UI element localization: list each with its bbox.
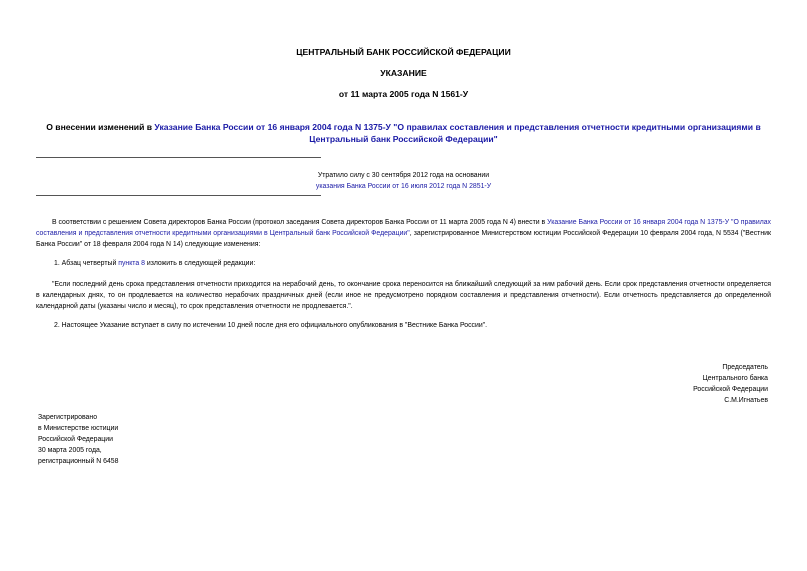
signature-block bbox=[570, 362, 768, 406]
divider-top bbox=[36, 157, 321, 158]
bank-name: ЦЕНТРАЛЬНЫЙ БАНК РОССИЙСКОЙ ФЕДЕРАЦИИ bbox=[296, 47, 511, 57]
quoted-amendment: "Если последний день срока представления отчетности приходится на нерабочий день, то окончание срока переносится на ближайший следующий за ним рабочий день. Если срок представления отчетности определяется в календарных днях, то он продлевается на количество нерабочих праздничных дней (если иное не предусмотрено порядком составления и представления отчетности). Если отчетность представляется до определенной календарной даты (указаны число и месяц), то срок представления отчетности не продлевается.". bbox=[36, 281, 771, 310]
divider-bottom bbox=[36, 195, 321, 196]
registration-block bbox=[38, 412, 288, 467]
registration-line: регистрационный N 6458 bbox=[38, 458, 119, 465]
document-type: УКАЗАНИЕ bbox=[380, 68, 427, 78]
title-prefix: О внесении изменений в bbox=[46, 122, 155, 132]
registration-line: в Министерстве юстиции bbox=[38, 425, 119, 432]
registration-line: Зарегистрировано bbox=[38, 414, 98, 421]
registration-line: Российской Федерации bbox=[38, 436, 113, 443]
item-1-suffix: изложить в следующей редакции: bbox=[144, 260, 256, 267]
signature-line: Центрального банка bbox=[702, 375, 768, 382]
signature-line: Председатель bbox=[722, 364, 768, 371]
intro-prefix: В соответствии с решением Совета директоров Банка России (протокол заседания Совета директоров Банка России от 11 марта 2005 года N 4) внести в bbox=[52, 219, 548, 226]
title-amended-act-link[interactable]: Указание Банка России от 16 января 2004 года N 1375-У "О правилах составления и представления отчетности кредитными организациями в Центральный банк Российской Федерации" bbox=[154, 122, 761, 144]
item-1-prefix: 1. Абзац четвертый bbox=[54, 260, 119, 267]
intro-suffix: , зарегистрированное Министерством юстиции Российской Федерации 10 февраля 2004 года, N 5534 ("Вестник Банка России" от 18 февраля 2004 года N 14) следующие изменения: bbox=[36, 230, 771, 248]
document-title bbox=[36, 121, 771, 145]
signature-line: Российской Федерации bbox=[693, 386, 768, 393]
status-line: Утратило силу с 30 сентября 2012 года на основании bbox=[317, 172, 490, 179]
document-date-number: от 11 марта 2005 года N 1561-У bbox=[338, 89, 469, 99]
intro-paragraph bbox=[36, 217, 771, 250]
intro-amended-act-link[interactable]: Указание Банка России от 16 января 2004 года N 1375-У "О правилах составления и представления отчетности кредитными организациями в Центральный банк Российской Федерации" bbox=[36, 219, 771, 237]
item-2: 2. Настоящее Указание вступает в силу по истечении 10 дней после дня его официального опубликования в "Вестнике Банка России". bbox=[54, 322, 488, 329]
item-1-clause-link[interactable]: пункта 8 bbox=[118, 260, 145, 267]
item-1 bbox=[54, 258, 771, 269]
signature-name: С.М.Игнатьев bbox=[724, 397, 768, 404]
status-repeal-link[interactable]: указания Банка России от 16 июля 2012 года N 2851-У bbox=[315, 183, 492, 190]
registration-line: 30 марта 2005 года, bbox=[38, 447, 102, 454]
status-note bbox=[36, 170, 771, 192]
